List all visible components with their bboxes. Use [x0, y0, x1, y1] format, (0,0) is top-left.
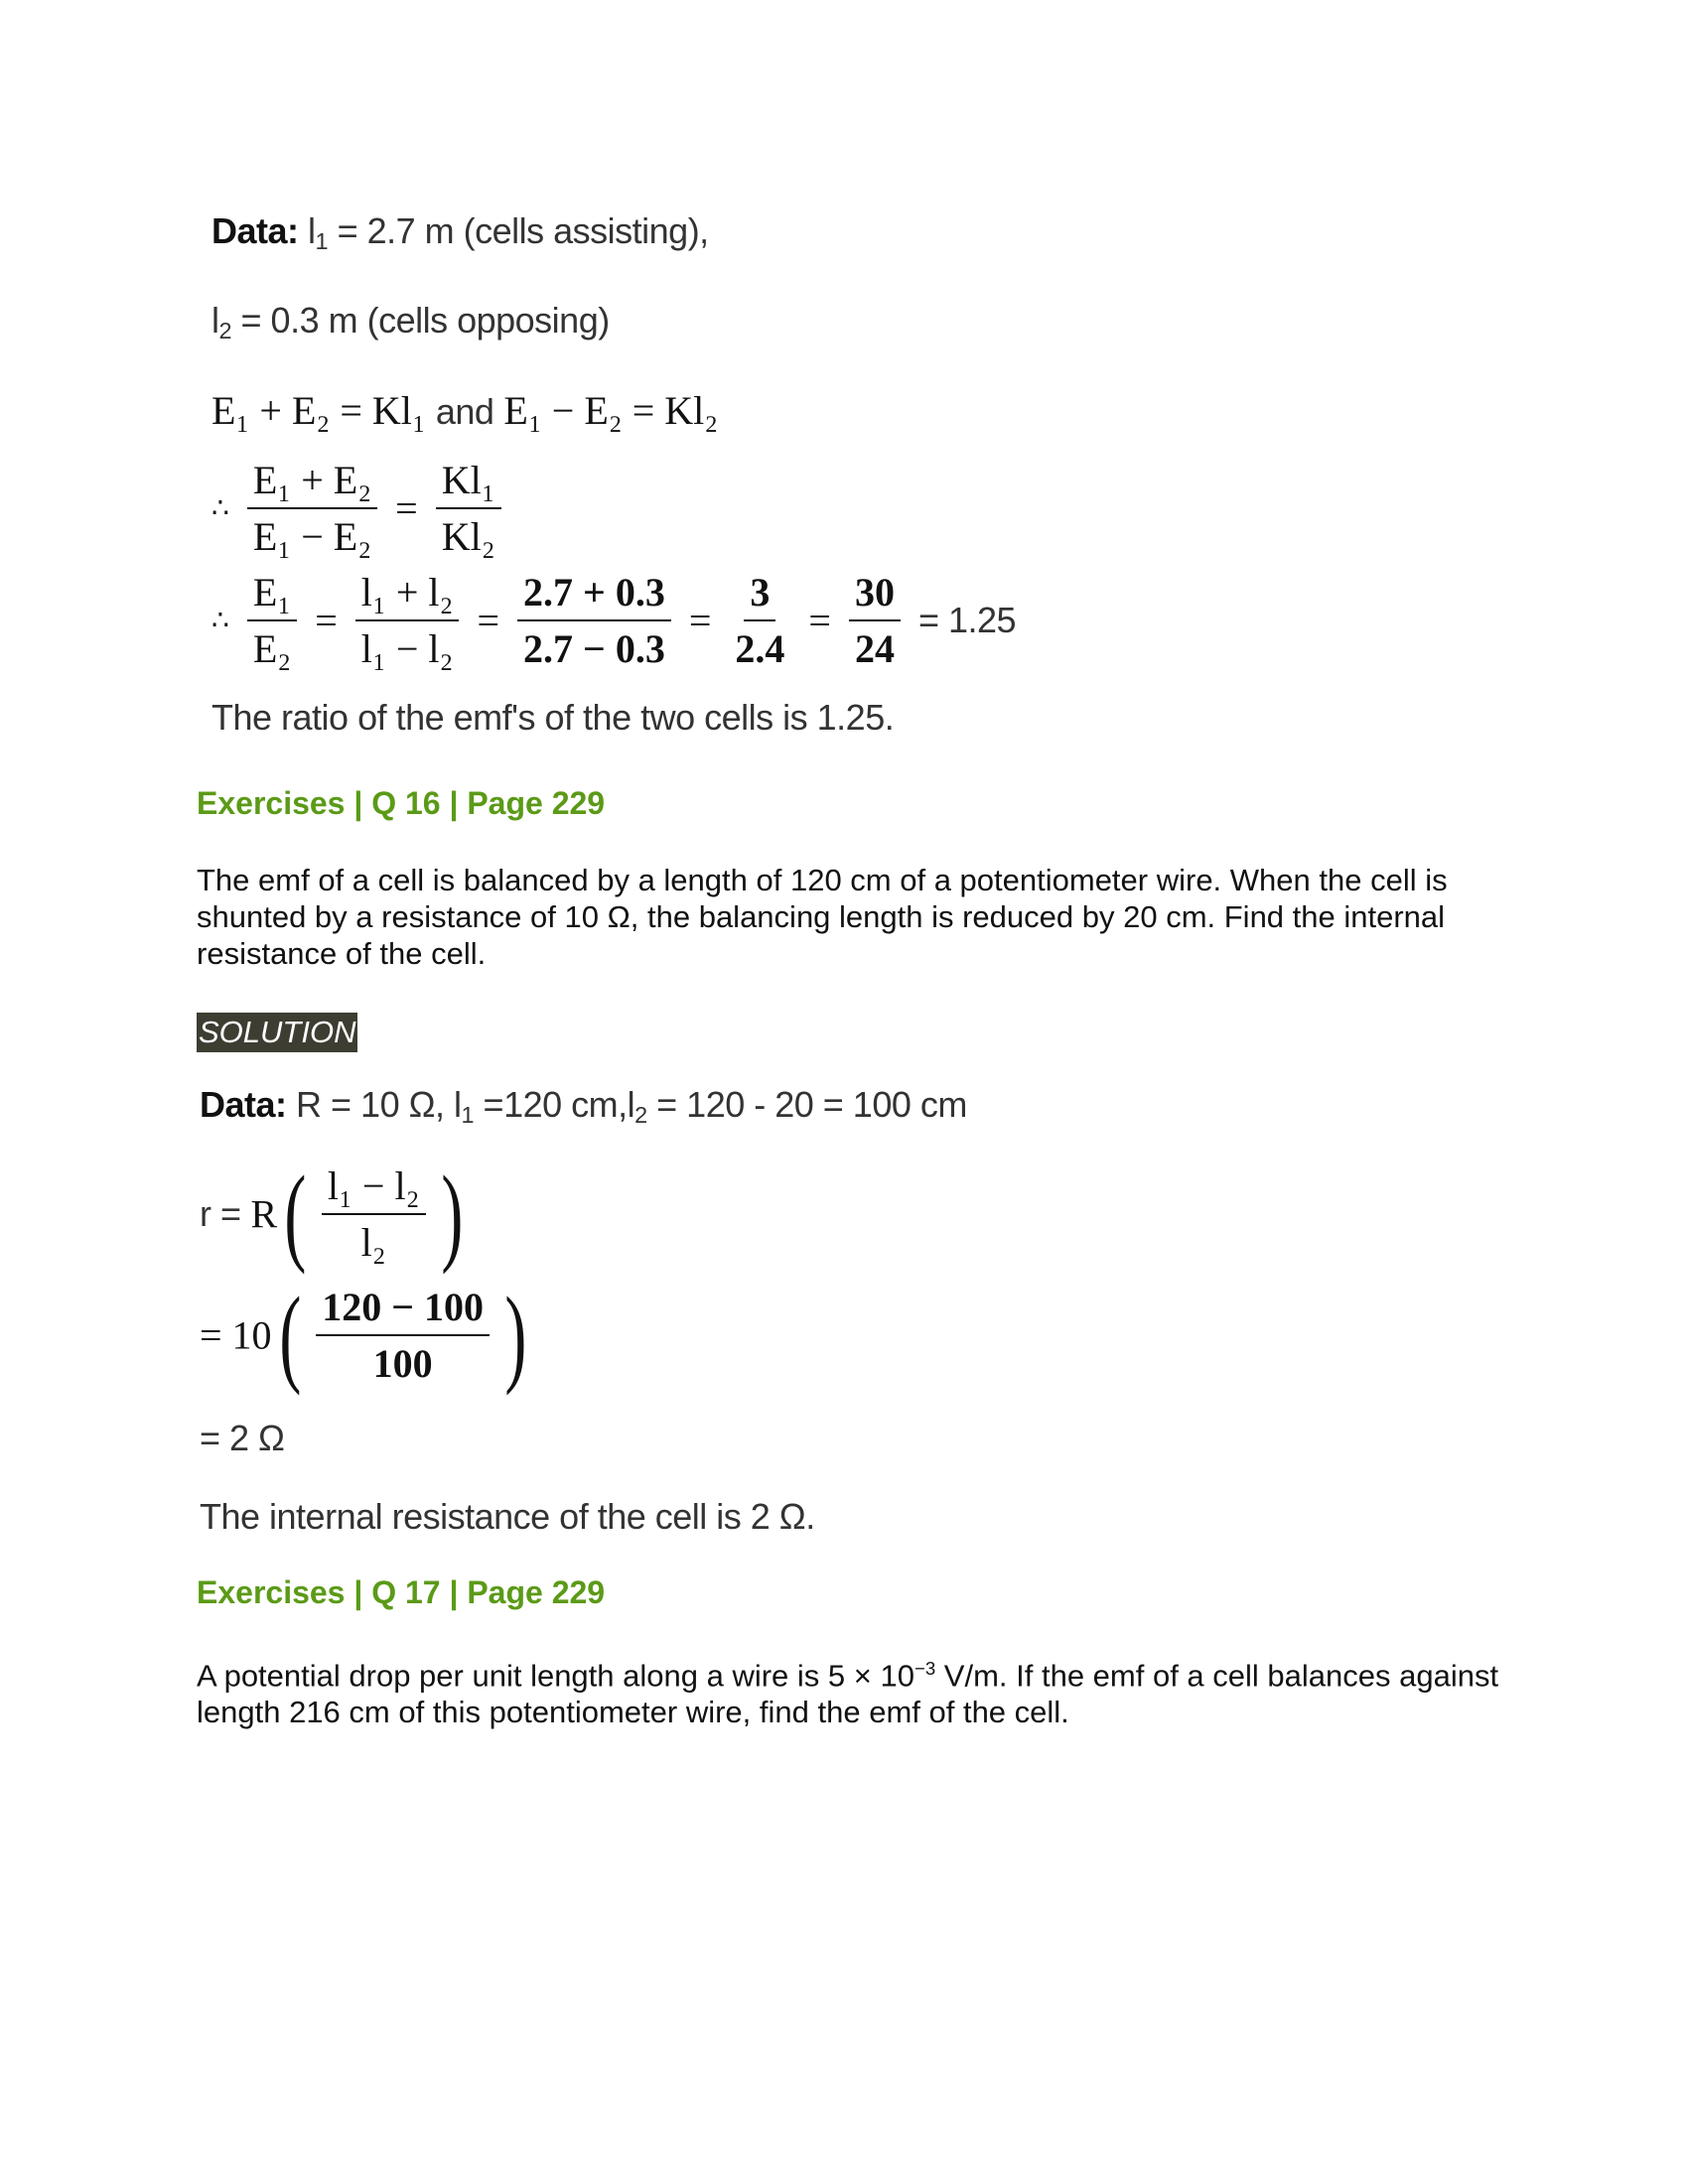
- question-text: V/m. If the emf of a cell balances against length 216 cm of this potentiometer wire, find the emf of the cell.: [197, 1658, 1499, 1730]
- denominator: 2.7 − 0.3: [523, 626, 665, 671]
- fraction: [729, 569, 790, 672]
- denominator: l₁ − l₂: [360, 626, 454, 671]
- question-text: A potential drop per unit length along a wire is 5 × 10: [197, 1658, 914, 1694]
- r-symbol: R: [250, 1191, 278, 1237]
- fraction: [436, 457, 501, 560]
- fraction: [316, 1284, 490, 1387]
- fraction: [247, 569, 297, 672]
- solution-label[interactable]: SOLUTION: [197, 1013, 357, 1052]
- l1-symbol: l: [308, 210, 316, 251]
- left-paren: (: [278, 1275, 301, 1396]
- data-value: = 120 - 20 = 100 cm: [646, 1084, 967, 1125]
- q15-equation-3: [211, 569, 1016, 672]
- fraction: [517, 569, 671, 672]
- right-paren: ): [504, 1275, 527, 1396]
- sub: 1: [461, 1101, 475, 1128]
- numerator: 30: [849, 569, 901, 621]
- step-lhs: = 10: [200, 1312, 272, 1358]
- and-word: and: [435, 391, 494, 432]
- fraction: [247, 457, 377, 560]
- r-lhs: r =: [200, 1193, 241, 1234]
- q15-conclusion: The ratio of the emf's of the two cells is 1.25.: [211, 697, 895, 738]
- left-paren: (: [284, 1154, 307, 1275]
- q17-heading[interactable]: Exercises | Q 17 | Page 229: [197, 1574, 606, 1610]
- numerator: 120 − 100: [316, 1284, 490, 1336]
- q16-step3: = 2 Ω: [200, 1418, 285, 1458]
- denominator: l₂: [360, 1220, 386, 1265]
- numerator: 3: [744, 569, 775, 621]
- fraction: [849, 569, 901, 672]
- q15-data-line1: [211, 210, 709, 255]
- fraction: [322, 1162, 426, 1266]
- q15-equation-1: [211, 387, 718, 434]
- l2-symbol: l: [211, 300, 219, 341]
- right-paren: ): [440, 1154, 463, 1275]
- equals: =: [808, 598, 831, 643]
- fraction: [355, 569, 460, 672]
- denominator: 2.4: [735, 626, 785, 671]
- data-value: R = 10 Ω, l: [286, 1084, 462, 1125]
- denominator: 100: [372, 1341, 433, 1386]
- equals: =: [688, 598, 712, 643]
- equation-part: E₁ + E₂ = Kl₁: [211, 388, 426, 433]
- q15-equation-2: [211, 457, 509, 560]
- q16-question: The emf of a cell is balanced by a length of 120 cm of a potentiometer wire. When the cell is shunted by a resistance of 10 Ω, the balancing length is reduced by 20 cm. Find the internal resistance of the cell.: [197, 863, 1448, 971]
- data-label: Data:: [200, 1084, 287, 1125]
- exponent: −3: [914, 1658, 936, 1679]
- sub: 2: [634, 1101, 647, 1128]
- equals: =: [395, 485, 418, 531]
- equation-part: E₁ − E₂ = Kl₂: [503, 388, 719, 433]
- data-value: = 2.7 m (cells assisting),: [328, 210, 709, 251]
- q15-data-line2: [211, 300, 610, 344]
- equals: =: [315, 598, 338, 643]
- numerator: Kl₁: [436, 457, 501, 509]
- denominator: Kl₂: [441, 514, 495, 559]
- result: = 1.25: [917, 600, 1017, 640]
- denominator: E₂: [252, 626, 292, 671]
- q16-formula: [200, 1154, 470, 1275]
- data-value: =120 cm,l: [474, 1084, 635, 1125]
- sub: 2: [218, 317, 232, 343]
- sub: 1: [315, 227, 329, 254]
- q16-heading[interactable]: Exercises | Q 16 | Page 229: [197, 785, 606, 821]
- numerator: E₁: [247, 569, 297, 621]
- numerator: l₁ − l₂: [322, 1162, 426, 1215]
- equals: =: [477, 598, 500, 643]
- q16-data-line: [200, 1084, 967, 1129]
- therefore-symbol: ∴: [211, 493, 229, 524]
- denominator: E₁ − E₂: [252, 514, 372, 559]
- denominator: 24: [854, 626, 895, 671]
- therefore-symbol: ∴: [211, 606, 229, 636]
- data-label: Data:: [211, 210, 299, 251]
- numerator: 2.7 + 0.3: [517, 569, 671, 621]
- q17-question: [197, 1650, 1527, 1730]
- numerator: l₁ + l₂: [355, 569, 460, 621]
- q16-conclusion: The internal resistance of the cell is 2 Ω.: [200, 1496, 815, 1537]
- data-value: = 0.3 m (cells opposing): [231, 300, 610, 341]
- q16-step2: [200, 1275, 534, 1396]
- numerator: E₁ + E₂: [247, 457, 377, 509]
